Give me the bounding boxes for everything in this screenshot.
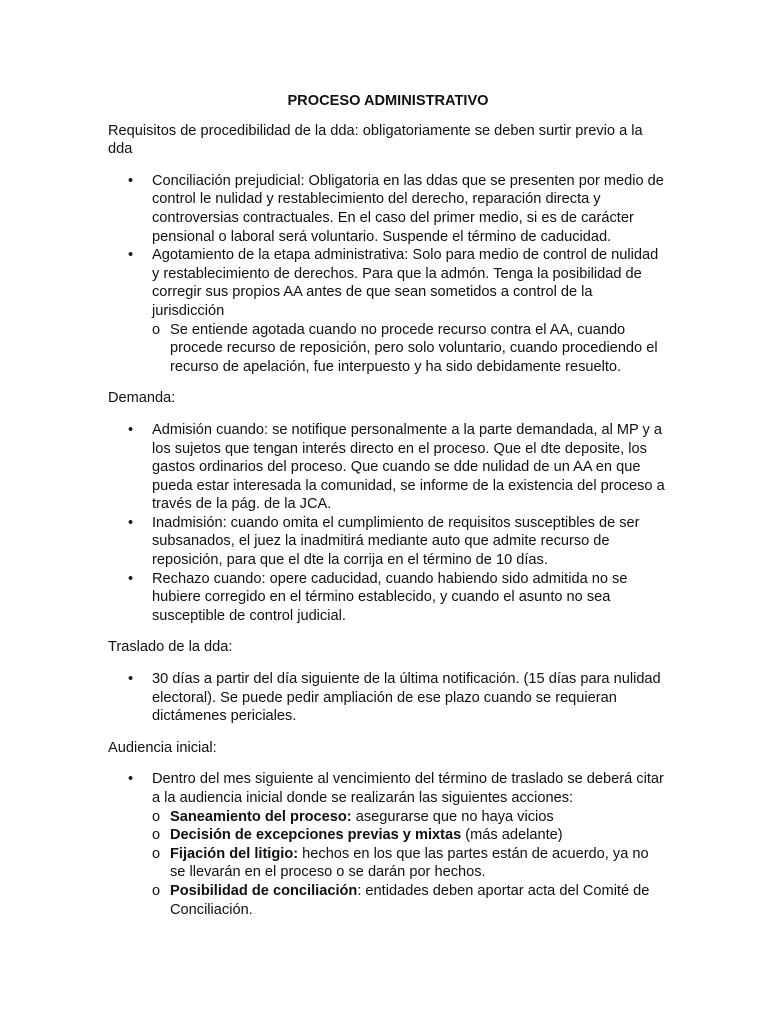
sub-item-bold-label: Decisión de excepciones previas y mixtas: [170, 827, 462, 844]
sub-list-item: [152, 826, 668, 845]
list-item: [108, 421, 668, 514]
document-page: [108, 92, 668, 932]
sub-item-bold-label: Fijación del litigio:: [170, 845, 299, 862]
list-item: [108, 670, 668, 726]
bullet-icon: •: [128, 421, 134, 438]
section-requisitos-intro: Requisitos de procedibilidad de la dda: obligatoriamente se deben surtir previo a la dda: [108, 122, 643, 158]
list-item-text: Admisión cuando: se notifique personalmente a la parte demandada, al MP y a los sujetos que tengan interés directo en el proceso. Que el dte deposite, los gastos ordinarios del proceso. Que cuando se dde nulidad de un AA en que pueda estar interesada la comunidad, se informe de la existencia del proceso a través de la pág. de la JCA.: [152, 421, 665, 513]
bullet-icon: •: [128, 771, 134, 788]
traslado-list: [108, 670, 668, 726]
bullet-icon: •: [128, 247, 134, 264]
bullet-icon: •: [128, 514, 134, 531]
bullet-icon: •: [128, 172, 134, 189]
sub-item-text: (más adelante): [461, 827, 563, 844]
sub-list: [152, 321, 668, 377]
list-item-text: Dentro del mes siguiente al vencimiento del término de traslado se deberá citar a la audiencia inicial donde se realizarán las siguientes acciones:: [152, 771, 664, 806]
sub-list-item: [152, 321, 668, 377]
sub-list-item: [152, 845, 668, 882]
sub-bullet-icon: o: [152, 827, 161, 844]
list-item: [108, 514, 668, 570]
sub-bullet-icon: o: [152, 882, 161, 899]
sub-item-text: : entidades deben aportar acta del Comité de Conciliación.: [170, 882, 650, 918]
sub-item-bold-label: Posibilidad de conciliación: [170, 882, 358, 899]
bullet-icon: •: [128, 570, 134, 587]
section-demanda-heading: Demanda:: [108, 390, 176, 407]
sub-list: [152, 808, 668, 920]
list-item-text: Agotamiento de la etapa administrativa: Solo para medio de control de nulidad y restablecimiento de derechos. Para que la admón. Tenga la posibilidad de corregir sus propios AA antes de que sean sometidos a control de la jurisdicción: [152, 247, 659, 319]
list-item: [108, 246, 668, 376]
bullet-icon: •: [128, 671, 134, 688]
sub-list-item: [152, 882, 668, 919]
sub-bullet-icon: o: [152, 845, 161, 862]
list-item-text: Inadmisión: cuando omita el cumplimiento de requisitos susceptibles de ser subsanados, el juez la inadmitirá mediante auto que admite recurso de reposición, para que el dte la corrija en el término de 10 días.: [152, 514, 640, 569]
sub-bullet-icon: o: [152, 321, 161, 338]
demanda-list: [108, 421, 668, 626]
list-item: [108, 172, 668, 246]
list-item: [108, 770, 668, 919]
audiencia-list: [108, 770, 668, 919]
page-title: PROCESO ADMINISTRATIVO: [287, 93, 489, 109]
sub-item-text: hechos en los que las partes están de acuerdo, ya no se llevarán en el proceso o se darán por hechos.: [170, 845, 649, 881]
list-item-text: Rechazo cuando: opere caducidad, cuando habiendo sido admitida no se hubiere corregido en el término establecido, y cuando el asunto no sea susceptible de control judicial.: [152, 570, 628, 624]
section-traslado-heading: Traslado de la dda:: [108, 639, 233, 656]
list-item: [108, 570, 668, 626]
sub-item-text: asegurarse que no haya vicios: [351, 808, 554, 825]
sub-bullet-icon: o: [152, 808, 161, 825]
sub-list-item: [152, 808, 668, 827]
list-item-text: 30 días a partir del día siguiente de la última notificación. (15 días para nulidad electoral). Se puede pedir ampliación de ese plazo cuando se requieran dictámenes periciales.: [152, 671, 661, 725]
section-audiencia-heading: Audiencia inicial:: [108, 739, 217, 756]
sub-item-bold-label: Saneamiento del proceso:: [170, 808, 352, 825]
sub-list-item-text: Se entiende agotada cuando no procede recurso contra el AA, cuando procede recurso de reposición, pero solo voluntario, cuando procediendo el recurso de apelación, fue interpuesto y ha sido debidamente resuelto.: [170, 321, 658, 375]
requisitos-list: [108, 172, 668, 377]
list-item-text: Conciliación prejudicial: Obligatoria en las ddas que se presenten por medio de control le nulidad y restablecimiento del derecho, reparación directa y controversias contractuales. En el caso del primer medio, si es de carácter pensional o laboral será voluntario. Suspende el término de caducidad.: [152, 172, 664, 245]
